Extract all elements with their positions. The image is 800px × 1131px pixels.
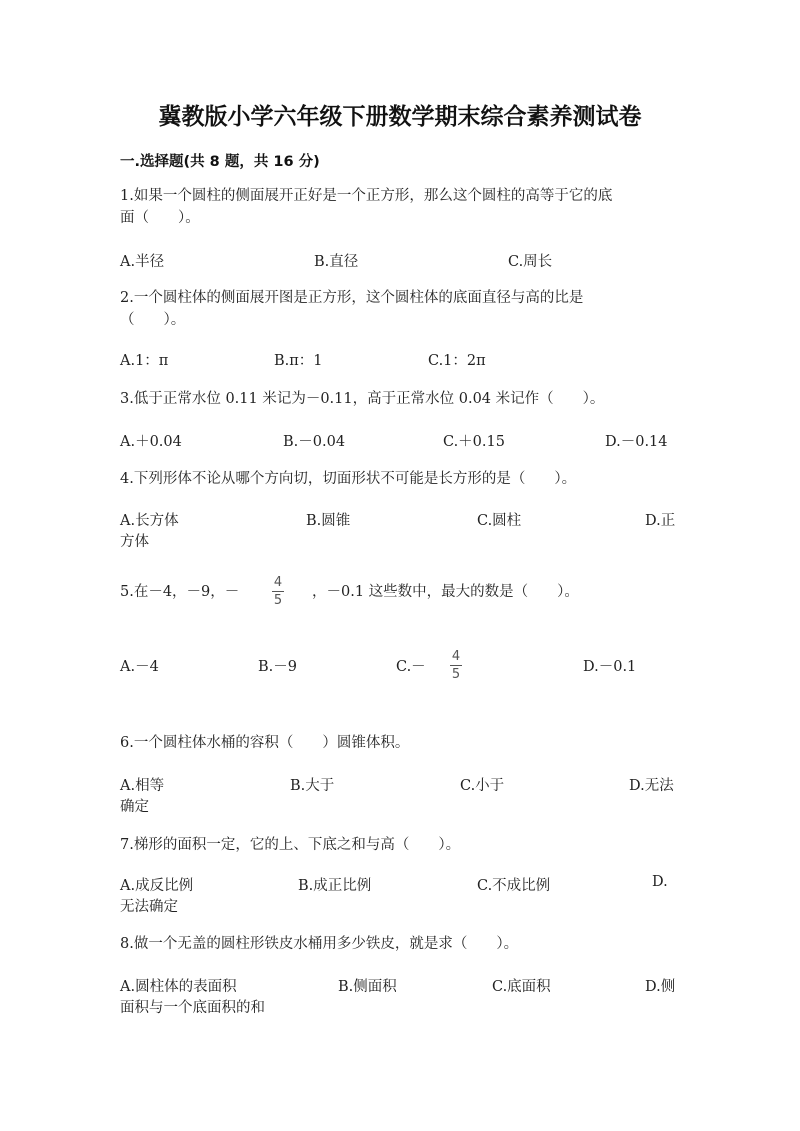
question-3-option-a[interactable]: A.＋0.04	[120, 434, 182, 450]
question-3-option-c[interactable]: C.＋0.15	[443, 434, 505, 450]
question-8-option-d[interactable]: D.侧	[645, 979, 676, 995]
question-6-line-1: 6.一个圆柱体水桶的容积（ ）圆锥体积。	[120, 735, 410, 751]
question-6-option-d-wrap: 确定	[120, 799, 149, 815]
fraction-bar	[450, 665, 462, 666]
question-5-prefix: 5.在－4，－9，－	[120, 584, 240, 600]
fraction-numerator: 4	[451, 649, 461, 664]
question-1-line-1: 1.如果一个圆柱的侧面展开正好是一个正方形，那么这个圆柱的高等于它的底	[120, 188, 613, 204]
question-8-line-1: 8.做一个无盖的圆柱形铁皮水桶用多少铁皮，就是求（ ）。	[120, 936, 519, 952]
question-7-option-d-wrap: 无法确定	[120, 899, 178, 915]
section-heading: 一.选择题(共 8 题，共 16 分)	[120, 154, 320, 170]
question-5-fraction	[272, 575, 284, 608]
question-8-option-b[interactable]: B.侧面积	[338, 979, 397, 995]
question-5-suffix: ，－0.1 这些数中，最大的数是（ ）。	[312, 584, 579, 600]
question-1-option-a[interactable]: A.半径	[120, 254, 165, 270]
question-4-line-1: 4.下列形体不论从哪个方向切，切面形状不可能是长方形的是（ ）。	[120, 471, 577, 487]
question-3-line-1: 3.低于正常水位 0.11 米记为－0.11，高于正常水位 0.04 米记作（ ）。	[120, 391, 605, 407]
question-4-option-d[interactable]: D.正	[645, 513, 676, 529]
question-2-option-b[interactable]: B.π：1	[274, 353, 323, 369]
fraction-numerator: 4	[273, 575, 283, 590]
question-1-option-b[interactable]: B.直径	[314, 254, 359, 270]
question-2-option-a[interactable]: A.1：π	[120, 353, 169, 369]
question-1-option-c[interactable]: C.周长	[508, 254, 553, 270]
question-5-option-c-fraction	[450, 649, 462, 682]
question-2-line-2: （ ）。	[120, 312, 186, 328]
fraction-denominator: 5	[273, 593, 283, 608]
question-7-option-d[interactable]: D.	[652, 874, 668, 890]
question-7-option-b[interactable]: B.成正比例	[298, 878, 372, 894]
question-5-option-b[interactable]: B.－9	[258, 659, 297, 675]
question-5-option-a[interactable]: A.－4	[120, 659, 159, 675]
fraction-denominator: 5	[451, 667, 461, 682]
question-4-option-c[interactable]: C.圆柱	[477, 513, 522, 529]
question-7-line-1: 7.梯形的面积一定，它的上、下底之和与高（ ）。	[120, 837, 461, 853]
page-title: 冀教版小学六年级下册数学期末综合素养测试卷	[158, 104, 642, 130]
question-6-option-c[interactable]: C.小于	[460, 778, 505, 794]
question-4-option-b[interactable]: B.圆锥	[306, 513, 351, 529]
question-2-option-c[interactable]: C.1：2π	[428, 353, 486, 369]
question-2-line-1: 2.一个圆柱体的侧面展开图是正方形，这个圆柱体的底面直径与高的比是	[120, 290, 584, 306]
question-8-option-d-wrap: 面积与一个底面积的和	[120, 1000, 265, 1016]
fraction-bar	[272, 591, 284, 592]
question-6-option-d[interactable]: D.无法	[629, 778, 674, 794]
question-7-option-c[interactable]: C.不成比例	[477, 878, 551, 894]
question-7-option-a[interactable]: A.成反比例	[120, 878, 194, 894]
question-5-option-c[interactable]: C.－	[396, 659, 426, 675]
question-8-option-c[interactable]: C.底面积	[492, 979, 551, 995]
question-6-option-a[interactable]: A.相等	[120, 778, 165, 794]
question-1-line-2: 面（ ）。	[120, 210, 200, 226]
question-3-option-b[interactable]: B.－0.04	[283, 434, 346, 450]
question-3-option-d[interactable]: D.－0.14	[605, 434, 668, 450]
question-5-option-d[interactable]: D.－0.1	[583, 659, 637, 675]
question-6-option-b[interactable]: B.大于	[290, 778, 335, 794]
question-4-option-a[interactable]: A.长方体	[120, 513, 179, 529]
question-8-option-a[interactable]: A.圆柱体的表面积	[120, 979, 237, 995]
question-4-option-d-wrap: 方体	[120, 534, 149, 550]
